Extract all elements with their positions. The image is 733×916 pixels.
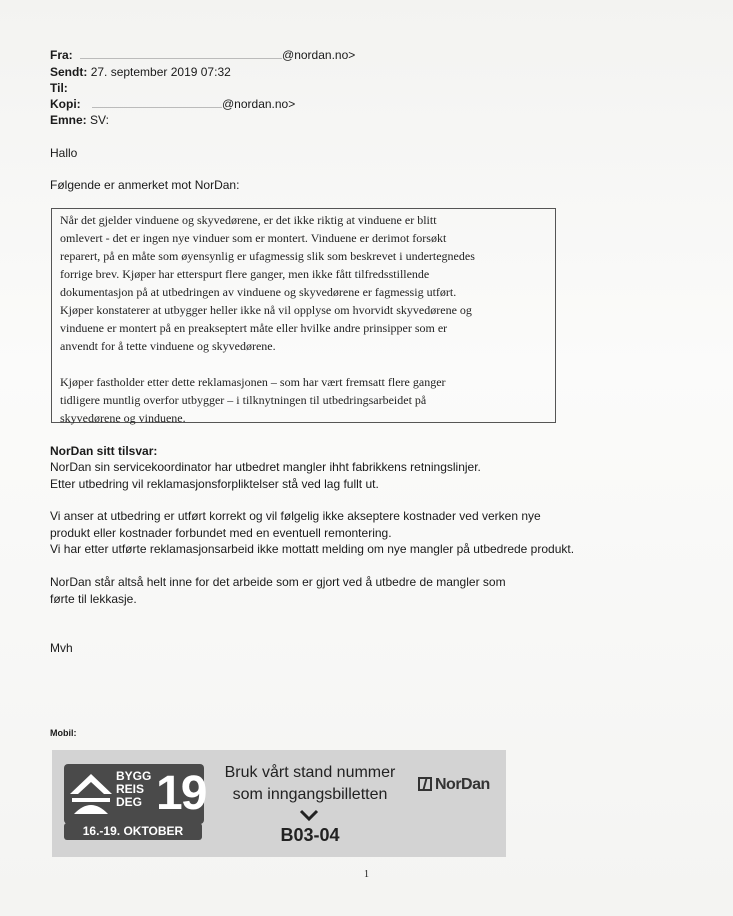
quote-line: Kjøper fastholder etter dette reklamasjonen – som har vært fremsatt flere ganger xyxy=(60,375,446,389)
house-icon xyxy=(68,772,114,816)
greeting: Hallo xyxy=(50,146,78,160)
quote-line: vinduene er montert på en preakseptert måte eller hvilke andre prinsipper som er xyxy=(60,321,448,335)
trade-show-banner[interactable] xyxy=(52,750,506,857)
cc-domain: @nordan.no> xyxy=(222,97,296,111)
bygg-reis-deg-logo xyxy=(64,764,204,824)
logo-word: DEG xyxy=(116,795,143,809)
quote-line: anvendt for å tette vinduene og skyvedørene. xyxy=(60,339,276,353)
cc-label: Kopi: xyxy=(50,97,81,111)
sent-label: Sendt: xyxy=(50,65,88,79)
subject-label: Emne: xyxy=(50,113,87,127)
chevron-down-icon xyxy=(298,808,320,822)
slogan-line: Bruk vårt stand nummer xyxy=(224,764,396,781)
from-row xyxy=(50,47,355,63)
stand-code: B03-04 xyxy=(280,825,340,845)
intro-text: Følgende er anmerket mot NorDan: xyxy=(50,178,240,192)
redacted-cc xyxy=(92,97,222,108)
reply-line: NorDan står altså helt inne for det arbeide som er gjort ved å utbedre de mangler som xyxy=(50,575,506,589)
reply-line: Vi har etter utførte reklamasjonsarbeid ikke mottatt melding om nye mangler på utbedrede produkt. xyxy=(50,542,575,556)
nordan-logo xyxy=(418,776,490,794)
slogan-line: som inngangsbilletten xyxy=(232,786,388,803)
nordan-mark-icon xyxy=(418,777,432,791)
reply-line: Vi anser at utbedring er utført korrekt og vil følgelig ikke akseptere kostnader ved verken nye xyxy=(50,509,541,523)
redacted-sender xyxy=(80,48,282,59)
sent-value: 27. september 2019 07:32 xyxy=(90,65,231,79)
reply-heading: NorDan sitt tilsvar: xyxy=(50,444,158,458)
logo-year: 19 xyxy=(156,767,206,820)
quote-line: forrige brev. Kjøper har etterspurt flere ganger, men ikke fått tilfredsstillende xyxy=(60,267,430,281)
brand-name: NorDan xyxy=(435,776,490,793)
quote-line: skyvedørene og vinduene. xyxy=(60,411,186,425)
quote-line: Når det gjelder vinduene og skyvedørene, er det ikke riktig at vinduene er blitt xyxy=(60,213,437,227)
quote-line: tidligere muntlig overfor utbygger – i tilknytningen til utbedringsarbeidet på xyxy=(60,393,427,407)
logo-word: REIS xyxy=(116,782,145,796)
quote-paragraph-1 xyxy=(60,211,547,355)
subject-row xyxy=(50,112,109,128)
quote-line: dokumentasjon på at utbedringen av vinduene og skyvedørene er fagmessig utført. xyxy=(60,285,457,299)
quote-line: reparert, på en måte som øyensynlig er ufagmessig slik som beskrevet i undertegnedes xyxy=(60,249,475,263)
event-dates: 16.-19. OKTOBER xyxy=(64,823,202,840)
quote-line: Kjøper konstaterer at utbygger heller ikke nå vil opplyse om hvorvidt skyvedørene og xyxy=(60,303,472,317)
quoted-complaint xyxy=(51,208,556,423)
logo-word: BYGG xyxy=(116,769,152,783)
reply-line: produkt eller kostnader forbundet med en eventuell remontering. xyxy=(50,526,392,540)
cc-row xyxy=(50,96,295,112)
sent-row xyxy=(50,64,231,80)
from-label: Fra: xyxy=(50,48,73,62)
subject-value: SV: xyxy=(90,113,109,127)
reply-line: Etter utbedring vil reklamasjonsforpliktelser stå ved lag fullt ut. xyxy=(50,477,379,491)
mobile-label: Mobil: xyxy=(50,728,77,738)
to-label: Til: xyxy=(50,81,68,95)
reply-line: NorDan sin servicekoordinator har utbedret mangler ihht fabrikkens retningslinjer. xyxy=(50,460,481,474)
signoff: Mvh xyxy=(50,641,73,655)
from-domain: @nordan.no> xyxy=(282,48,356,62)
to-row xyxy=(50,80,68,96)
page-number: 1 xyxy=(364,869,369,880)
reply-line: førte til lekkasje. xyxy=(50,592,137,606)
quote-line: omlevert - det er ingen nye vinduer som er montert. Vinduene er derimot forsøkt xyxy=(60,231,447,245)
quote-paragraph-2 xyxy=(60,373,547,427)
